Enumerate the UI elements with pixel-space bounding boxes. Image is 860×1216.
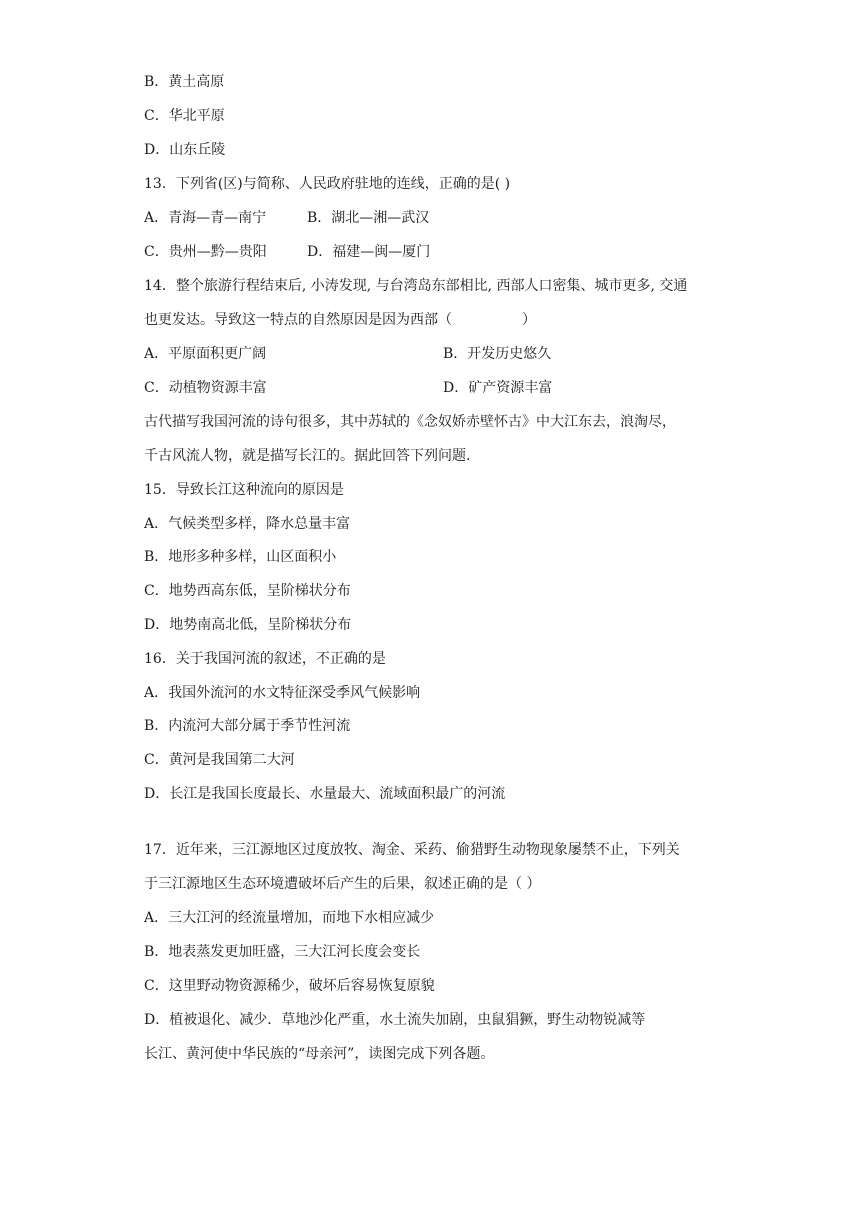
q14-stem-line2: 也更发达。导致这一特点的自然原因是因为西部（ ）: [144, 312, 536, 328]
q15-option-c: C．地势西高东低，呈阶梯状分布: [144, 583, 351, 599]
q16-option-c: C．黄河是我国第二大河: [144, 752, 295, 768]
q13-option-c: C．贵州—黔—贵阳: [144, 244, 267, 260]
q13-option-a: A．青海—青—南宁: [144, 210, 267, 226]
q12-option-c: C．华北平原: [144, 108, 225, 124]
q13-option-b: B．湖北—湘—武汉: [307, 210, 430, 226]
q16-stem: 16．关于我国河流的叙述，不正确的是: [144, 651, 386, 667]
q12-option-b: B．黄土高原: [144, 74, 225, 90]
q17-option-a: A．三大江河的经流量增加，而地下水相应减少: [144, 910, 435, 926]
q15-option-d: D．地势南高北低，呈阶梯状分布: [144, 617, 352, 633]
q15-option-a: A．气候类型多样，降水总量丰富: [144, 516, 351, 532]
q17-option-d: D．植被退化、减少．草地沙化严重，水土流失加剧，虫鼠猖獗，野生动物锐减等: [144, 1012, 646, 1028]
q16-option-a: A．我国外流河的水文特征深受季风气候影响: [144, 685, 421, 701]
q15-option-b: B．地形多种多样，山区面积小: [144, 549, 337, 565]
q14-option-b: B．开发历史悠久: [443, 346, 552, 362]
passage1-line1: 古代描写我国河流的诗句很多，其中苏轼的《念奴娇赤壁怀古》中大江东去，浪淘尽，: [144, 414, 676, 430]
q14-option-c: C．动植物资源丰富: [144, 380, 267, 396]
passage2-line1: 长江、黄河使中华民族的“母亲河”，读图完成下列各题。: [144, 1046, 495, 1062]
q16-option-d: D．长江是我国长度最长、水量最大、流域面积最广的河流: [144, 786, 506, 802]
q17-option-b: B．地表蒸发更加旺盛，三大江河长度会变长: [144, 944, 421, 960]
q17-stem-line1: 17．近年来，三江源地区过度放牧、淘金、采药、偷猎野生动物现象屡禁不止，下列关: [144, 842, 680, 858]
q16-option-b: B．内流河大部分属于季节性河流: [144, 718, 351, 734]
q14-stem-line1: 14．整个旅游行程结束后, 小涛发现, 与台湾岛东部相比, 西部人口密集、城市更多, 交通: [144, 278, 688, 294]
q15-stem: 15．导致长江这种流向的原因是: [144, 482, 344, 498]
q12-option-d: D．山东丘陵: [144, 142, 226, 158]
q17-stem-line2: 于三江源地区生态环境遭破坏后产生的后果，叙述正确的是（ ）: [144, 876, 541, 892]
q14-option-a: A．平原面积更广阔: [144, 346, 267, 362]
q13-option-d: D．福建—闽—厦门: [307, 244, 431, 260]
q13-stem: 13．下列省(区)与简称、人民政府驻地的连线，正确的是( ): [144, 176, 511, 192]
q17-option-c: C．这里野动物资源稀少，破坏后容易恢复原貌: [144, 978, 435, 994]
q14-option-d: D．矿产资源丰富: [443, 380, 553, 396]
passage1-line2: 千古风流人物，就是描写长江的。据此回答下列问题.: [144, 448, 471, 464]
